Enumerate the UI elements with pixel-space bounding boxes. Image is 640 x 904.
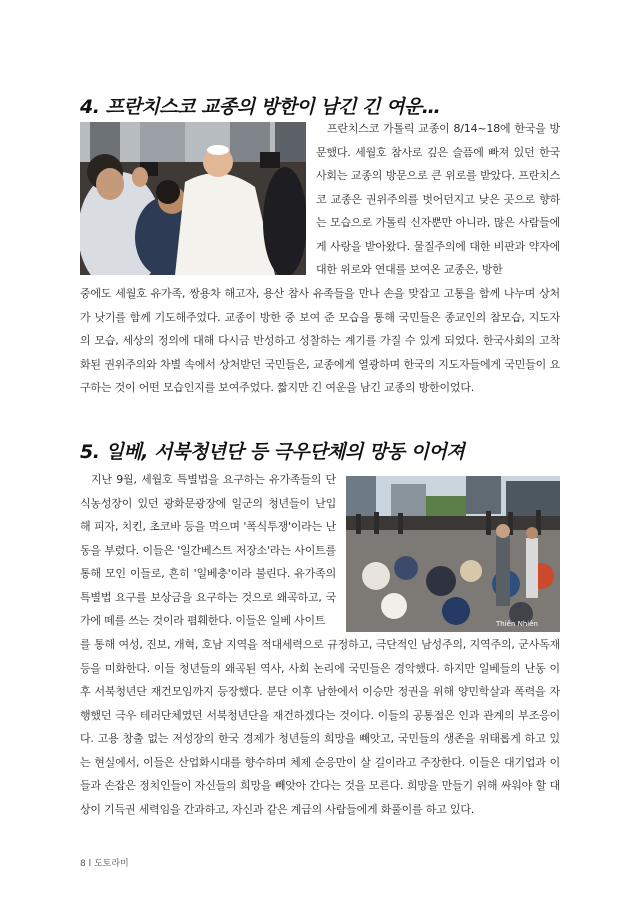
section-4-wrap-text: [316, 117, 560, 282]
section-4-body-text: 중에도 세월호 유가족, 쌍용차 해고자, 용산 참사 유족들을 만나 손을 맞잡고 고통을 함께 나누며 상처가 낫기를 함께 기도해주었다. 교종이 방한 중 보여 준 모습을 통해 국민들은 종교인의 참모습, 지도자의 모습, 세상의 정의에 대해 다시금 반성하고 성찰하는 계기를 가질 수 있게 되었다. 한국사회의 고착화된 권위주의와 차별 속에서 상처받던 국민들은, 교종에게 열광하며 한국의 지도자들에게 국민들이 요구하는 것이 어떤 모습인지를 보여주었다. 짧지만 긴 여운을 남긴 교종의 방한이었다.: [80, 287, 560, 394]
protest-illustration: [346, 476, 560, 632]
page-footer: 8 l 도토라미: [80, 859, 129, 869]
section-5-wrap-text: 지난 9월, 세월호 특별법을 요구하는 유가족들의 단식농성장이 있던 광화문광장에 일군의 청년들이 난입해 피자, 치킨, 초코바 등을 먹으며 '폭식투쟁'이라는 난동을 부렸다. 이들은 '일간베스트 저장소'라는 사이트를 통해 모인 이들로, 흔히 '일베충'이라 불린다. 유가족의 특별법 요구를 보상금을 요구하는 것으로 왜곡하고, 국가에 떼를 쓰는 것이라 폄훼한다. 이들은 일베 사이트: [80, 473, 336, 627]
pope-visit-illustration: [80, 122, 306, 275]
pope-visit-photo: [80, 122, 306, 275]
section-4-wrap-content: 프란치스코 가톨릭 교종이 8/14~18에 한국을 방문했다. 세월호 참사로 깊은 슬픔에 빠져 있던 한국사회는 교종의 방문으로 큰 위로를 받았다. 프란치스코 교종은 권위주의를 벗어던지고 낮은 곳으로 향하는 모습으로 가톨릭 신자뿐만 아니라, 많은 사람들에게 사랑을 받아왔다. 물질주의에 대한 비판과 약자에 대한 위로와 연대를 보여온 교종은, 방한: [316, 122, 560, 276]
photo-watermark: Thiên Nhiên: [496, 620, 538, 628]
gwanghwamun-protest-photo: [346, 476, 560, 632]
section-4-heading: 4. 프란치스코 교종의 방한이 남긴 긴 여운…: [80, 96, 441, 118]
section-5-heading: 5. 일베, 서북청년단 등 극우단체의 망동 이어져: [80, 441, 465, 463]
section-5-body-text: 를 통해 여성, 진보, 개혁, 호남 지역을 적대세력으로 규정하고, 극단적인 남성주의, 지역주의, 군사독재 등을 미화한다. 이들 청년들의 왜곡된 역사, 사회 논리에 국민들은 경악했다. 하지만 일베들의 난동 이후 서북청년단 재건모임까지 등장했다. 분단 이후 남한에서 이승만 정권을 위해 양민학살과 폭력을 자행했던 극우 테러단체였던 서북청년단을 재건하겠다는 것이다. 이들의 공통점은 인과 관계의 부조응이다. 고용 창출 없는 저성장의 한국 경제가 청년들의 희망을 빼앗고, 국민들의 생존을 위태롭게 하고 있는 현실에서, 이들은 산업화시대를 향수하며 체제 순응만이 살 길이라고 주장한다. 이들은 대기업과 이들과 손잡은 정치인들이 자신들의 희망을 빼앗아 간다는 것을 모른다. 희망을 만들기 위해 싸워야 할 대상이 기득권 세력임을 간과하고, 자신과 같은 계급의 사람들에게 화풀이를 하고 있다.: [80, 638, 560, 816]
